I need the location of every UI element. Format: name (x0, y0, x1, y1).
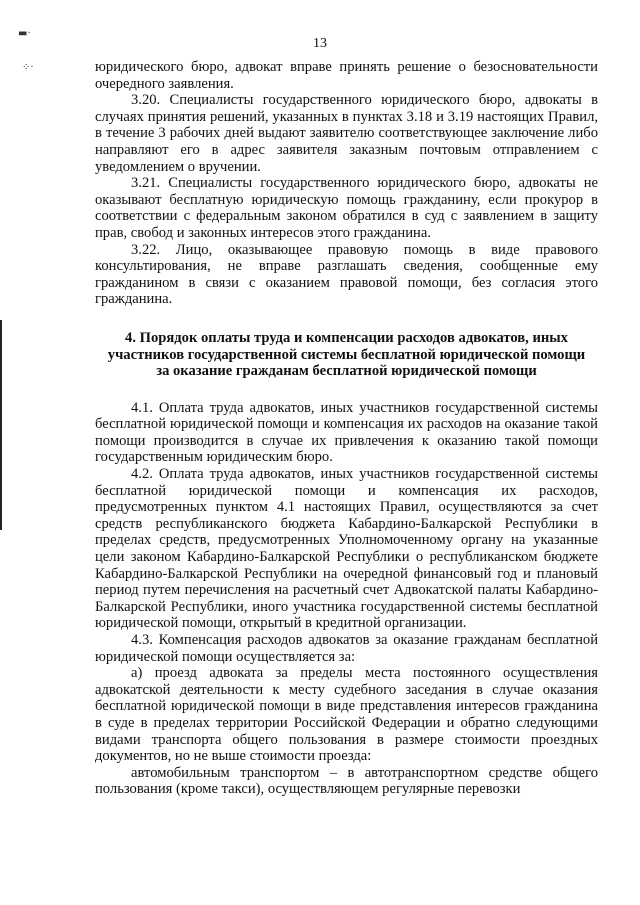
scan-edge-line (0, 320, 2, 530)
paragraph-4-3-a: а) проезд адвоката за пределы места постоянного осуществления адвокатской деятельности к месту судебного заседания в случае оказания бесплатной юридической помощи в виде представления интересов гражданина в суде в пределах территории Российской Федерации и обратно следующими видами транспорта общего пользования в размере стоимости проездных документов, но не выше стоимости проезда: (95, 665, 598, 765)
paragraph-4-2: 4.2. Оплата труда адвокатов, иных участников государственной системы бесплатной юридической помощи и компенсация их расходов, предусмотренных пунктом 4.1 настоящих Правил, осуществляются за счет средств республиканского бюджета Кабардино-Балкарской Республики в пределах средств, предусмотренных Уполномоченному органу на указанные цели законом Кабардино-Балкарской Республики о республиканском бюджете Кабардино-Балкарской Республики на очередной финансовый год и плановый период путем перечисления на расчетный счет Адвокатской палаты Кабардино-Балкарской Республики, иного участника государственной системы бесплатной юридической помощи, открытый в кредитной организации. (95, 466, 598, 632)
scan-artifact-mark: ⁘· (22, 62, 34, 73)
section-heading: 4. Порядок оплаты труда и компенсации расходов адвокатов, иных участников государственной системы бесплатной юридической помощи за оказание гражданам бесплатной юридической помощи (107, 329, 586, 380)
scan-artifact-mark: ▬· (18, 28, 31, 39)
paragraph-3-21: 3.21. Специалисты государственного юридического бюро, адвокаты не оказывают бесплатную юридическую помощь гражданину, если прокурор в соответствии с федеральным законом обратился в суд с заявлением в защиту прав, свобод и законных интересов этого гражданина. (95, 175, 598, 241)
paragraph: юридического бюро, адвокат вправе принять решение о безосновательности очередного заявления. (95, 59, 598, 92)
paragraph-4-1: 4.1. Оплата труда адвокатов, иных участников государственной системы бесплатной юридической помощи и компенсация их расходов на оказание такой помощи производится в случае их привлечения к оказанию такой помощи государственным юридическим бюро. (95, 399, 598, 466)
paragraph-4-3: 4.3. Компенсация расходов адвокатов за оказание гражданам бесплатной юридической помощи осуществляется за: (95, 632, 598, 665)
paragraph-transport: автомобильным транспортом – в автотранспортном средстве общего пользования (кроме такси), осуществляющем регулярные перевозки (95, 764, 598, 798)
paragraph-3-20: 3.20. Специалисты государственного юридического бюро, адвокаты в случаях принятия решений, указанных в пунктах 3.18 и 3.19 настоящих Правил, в течение 3 рабочих дней выдают заявителю соответствующее заключение либо направляют его в адрес заявителя заказным почтовым отправлением с уведомлением о вручении. (95, 92, 598, 175)
page-number: 13 (313, 36, 327, 51)
document-body (95, 59, 598, 798)
paragraph-3-22: 3.22. Лицо, оказывающее правовую помощь в виде правового консультирования, не вправе разглашать сведения, сообщенные ему гражданином в связи с оказанием правовой помощи, без согласия этого гражданина. (95, 241, 598, 308)
